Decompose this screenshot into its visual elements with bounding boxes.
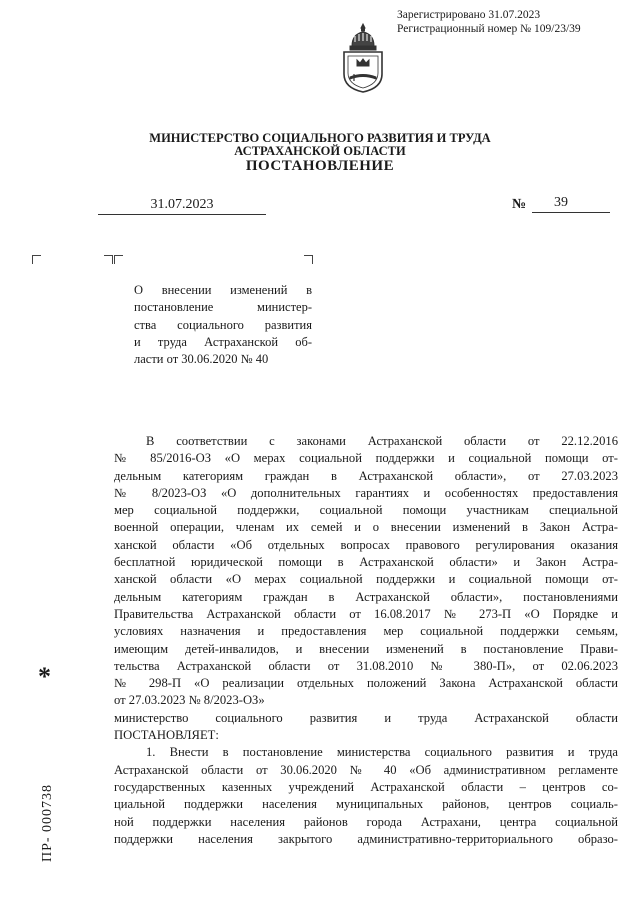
- body-line: дельным категориям граждан в Астраханской области», постановлениями: [114, 589, 618, 604]
- body-line: № 85/2016-ОЗ «О мерах социальной поддержки и социальной помощи от-: [114, 451, 618, 466]
- body-line: Правительства Астраханской области от 16.08.2017 № 273-П «О Порядке и: [114, 606, 618, 621]
- body-line: ханской области «Об отдельных вопросах правового регулирования оказания: [114, 537, 618, 552]
- body-line: В соответствии с законами Астраханской области от 22.12.2016: [146, 434, 618, 448]
- subject-line: ласти от 30.06.2020 № 40: [134, 352, 269, 367]
- body-line: бесплатной юридической помощи в Астраханской области» и Закон Астра-: [114, 555, 618, 570]
- registration-stamp: [397, 8, 581, 36]
- body-line: ПОСТАНОВЛЯЕТ:: [114, 728, 219, 743]
- body-line: дельным категориям граждан в Астраханской области», от 27.03.2023: [114, 468, 618, 483]
- corner-mark: [304, 255, 313, 264]
- subject-line: О внесении изменений в: [134, 283, 312, 297]
- document-type: ПОСТАНОВЛЕНИЕ: [245, 158, 395, 174]
- body-line: тельства Астраханской области от 31.08.2010 № 380-П», от 02.06.2023: [114, 658, 618, 673]
- corner-mark: [114, 255, 123, 264]
- ministry-name-line1: МИНИСТЕРСТВО СОЦИАЛЬНОГО РАЗВИТИЯ И ТРУДА: [149, 131, 491, 145]
- body-line: № 8/2023-ОЗ «О дополнительных гарантиях и особенностях предоставления: [114, 485, 618, 500]
- body-line: 1. Внести в постановление министерства социального развития и труда: [146, 745, 618, 760]
- coat-of-arms-icon: [340, 22, 386, 94]
- document-body: [114, 433, 618, 848]
- ministry-name-line2: АСТРАХАНСКОЙ ОБЛАСТИ: [234, 144, 406, 158]
- subject-line: ства социального развития: [134, 317, 312, 332]
- body-line: мер социальной поддержки, социальной помощи участникам специальной: [114, 503, 618, 518]
- margin-asterisk: *: [38, 662, 51, 691]
- ministry-name: [0, 132, 640, 158]
- body-line: условиях назначения и предоставления мер социальной поддержки семьям,: [114, 624, 618, 639]
- body-line: № 298-П «О реализации отдельных положений Закона Астраханской области: [114, 676, 618, 691]
- number-sign: №: [512, 197, 527, 212]
- body-line: ной поддержки населения районов города Астрахани, центра социальной: [114, 814, 618, 829]
- registration-number: Регистрационный номер № 109/23/39: [397, 23, 581, 35]
- document-number: 39: [532, 194, 610, 213]
- body-line: ханской области «О мерах социальной поддержки и социальной помощи от-: [114, 572, 618, 587]
- margin-document-code: ПР- 000738: [40, 783, 55, 862]
- body-line: циальной поддержки населения муниципальных районов, центров социаль-: [114, 797, 618, 812]
- corner-mark: [32, 255, 41, 264]
- body-line: министерство социального развития и труда Астраханской области: [114, 710, 618, 725]
- corner-mark: [104, 255, 113, 264]
- document-subject: [134, 282, 312, 368]
- body-line: поддержки населения закрытого административно-территориального образо-: [114, 831, 618, 846]
- subject-line: постановление министер-: [134, 300, 312, 315]
- body-line: военной операции, членам их семей и о внесении изменений в Закон Астра-: [114, 520, 618, 535]
- body-line: государственных казенных учреждений Астраханской области – центров со-: [114, 779, 618, 794]
- registration-date: Зарегистрировано 31.07.2023: [397, 9, 541, 21]
- body-line: Астраханской области от 30.06.2020 № 40 «Об административном регламенте: [114, 762, 618, 777]
- subject-line: и труда Астраханской об-: [134, 334, 312, 349]
- document-date: 31.07.2023: [98, 196, 266, 215]
- body-line: имеющим детей-инвалидов, и внесении изменений в постановление Прави-: [114, 641, 618, 656]
- body-line: от 27.03.2023 № 8/2023-ОЗ»: [114, 693, 265, 708]
